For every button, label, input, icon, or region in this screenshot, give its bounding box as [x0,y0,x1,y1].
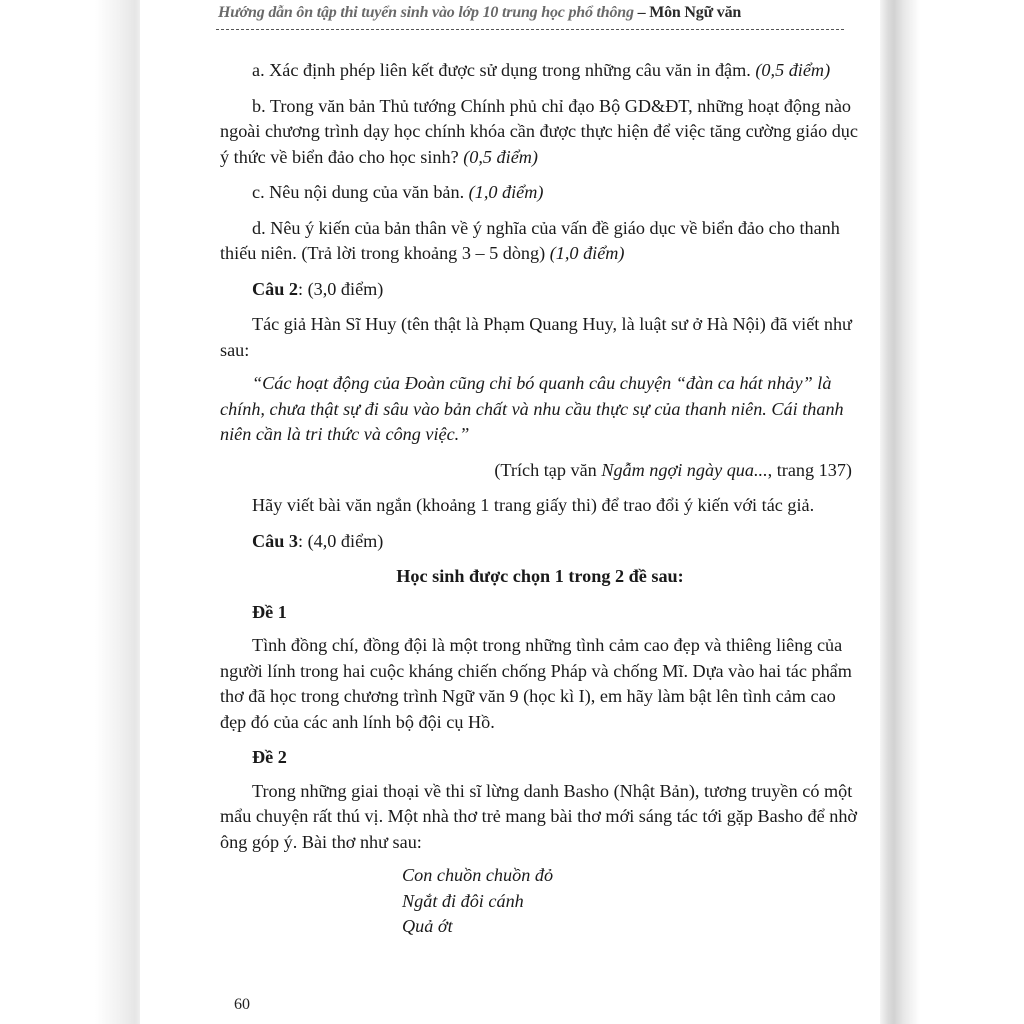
cau2-heading [220,277,860,303]
cau2-source-title: Ngẫm ngợi ngày qua... [601,459,768,480]
cau2-quote: “Các hoạt động của Đoàn cũng chỉ bó quanh câu chuyện “đàn ca hát nhảy” là chính, chưa thật sự đi sâu vào bản chất và nhu cầu thực sự của thanh niên. Cái thanh niên cần là tri thức và công việc.” [220,373,844,444]
question-d-score: (1,0 điểm) [549,243,625,263]
header-title: Hướng dẫn ôn tập thi tuyển sinh vào lớp 10 trung học phổ thông [218,4,634,21]
cau3-heading [220,529,860,555]
cau3-label: Câu 3 [252,530,298,551]
cau2-source-prefix: (Trích tạp văn [494,459,602,480]
question-b-score: (0,5 điểm) [463,146,538,167]
poem-line: Ngắt đi đôi cánh [402,890,524,911]
poem-line: Con chuồn chuồn đỏ [402,865,554,885]
de1-label: Đề 1 [252,601,287,622]
page-body [220,58,860,940]
cau2-source [220,458,860,484]
question-d [220,216,860,267]
question-d-text: d. Nêu ý kiến của bản thân về ý nghĩa của vấn đề giáo dục về biển đảo cho thanh thiếu niên. (Trả lời trong khoảng 3 – 5 dòng) [220,217,840,263]
header-subject: – Môn Ngữ văn [637,4,742,21]
cau2-label: Câu 2 [252,278,298,299]
cau2-task: Hãy viết bài văn ngắn (khoảng 1 trang giấy thi) để trao đổi ý kiến với tác giả. [252,495,815,515]
cau2-score: : (3,0 điểm) [297,278,384,299]
cau3-score: : (4,0 điểm) [297,530,384,551]
de2-label: Đề 2 [252,747,287,767]
question-c [220,180,860,206]
question-b-text: b. Trong văn bản Thủ tướng Chính phủ chỉ đạo Bộ GD&ĐT, những hoạt động nào ngoài chương trình dạy học chính khóa cần được thực hiện để việc tăng cường giáo dục ý thức về biển đảo cho học sinh? [220,95,858,167]
cau3-choose-instruction: Học sinh được chọn 1 trong 2 đề sau: [396,566,684,586]
cau2-intro: Tác giả Hàn Sĩ Huy (tên thật là Phạm Quang Huy, là luật sư ở Hà Nội) đã viết như sau: [220,314,852,360]
question-a-text: a. Xác định phép liên kết được sử dụng trong những câu văn in đậm. [252,60,751,80]
right-page-edge [880,0,1024,1024]
header-divider [216,29,844,30]
de2-text: Trong những giai thoại về thi sĩ lừng danh Basho (Nhật Bản), tương truyền có một mẩu chuyện rất thú vị. Một nhà thơ trẻ mang bài thơ mới sáng tác tới gặp Basho để nhờ ông góp ý. Bài thơ như sau: [220,780,858,852]
book-page [140,0,892,1024]
running-header [218,4,868,22]
poem-line: Quả ớt [402,916,453,936]
question-a [220,58,860,84]
question-b [220,94,860,171]
de1-text: Tình đồng chí, đồng đội là một trong những tình cảm cao đẹp và thiêng liêng của người lính trong hai cuộc kháng chiến chống Pháp và chống Mĩ. Dựa vào hai tác phẩm thơ đã học trong chương trình Ngữ văn 9 (học kì I), em hãy làm bật lên tình cảm cao đẹp đó của các anh lính bộ đội cụ Hồ. [220,635,852,732]
question-c-score: (1,0 điểm) [468,182,544,202]
cau2-source-suffix: , trang 137) [767,459,852,480]
question-c-text: c. Nêu nội dung của văn bản. [252,182,465,202]
page-number: 60 [234,996,250,1013]
left-page-edge [0,0,150,1024]
question-a-score: (0,5 điểm) [755,60,831,80]
